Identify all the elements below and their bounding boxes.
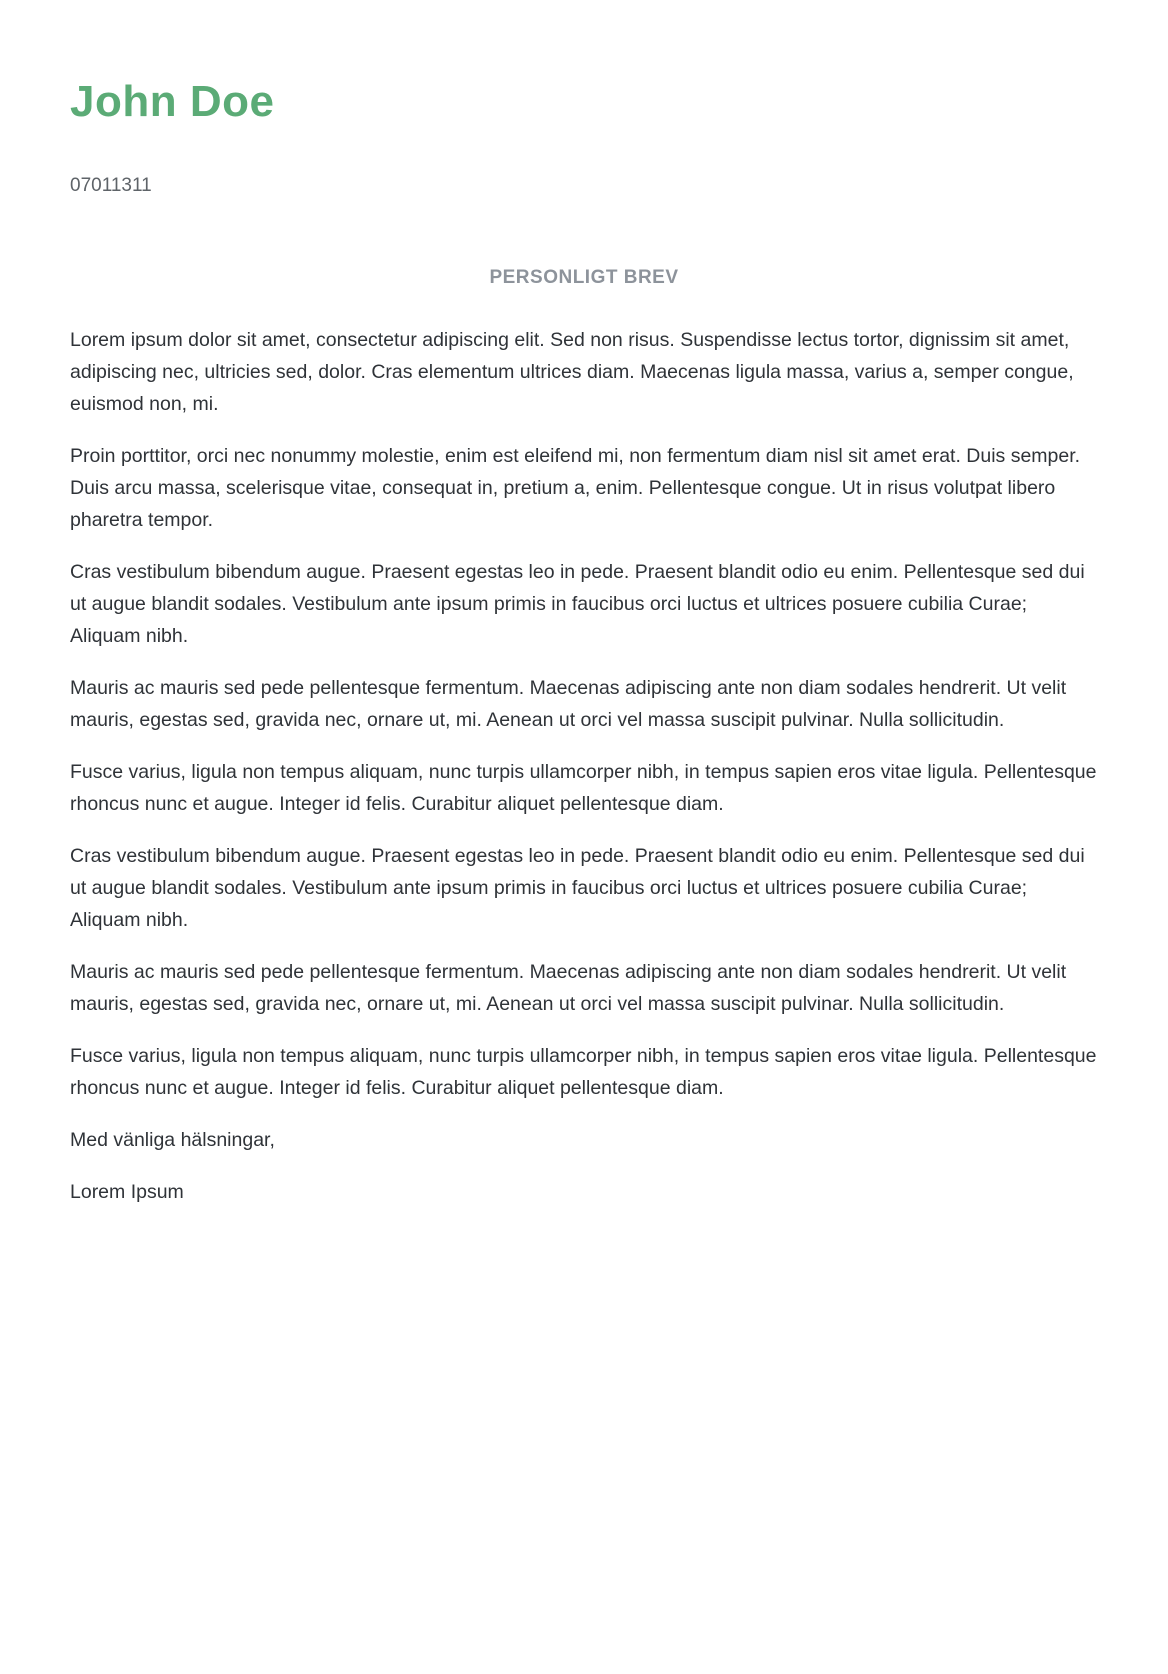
letter-paragraph: Cras vestibulum bibendum augue. Praesent egestas leo in pede. Praesent blandit odio eu enim. Pellentesque sed dui ut augue blandit sodales. Vestibulum ante ipsum primis in faucibus orci luctus et ultrices posuere cubilia Curae; Aliquam nibh.	[70, 845, 1085, 931]
letter-body	[70, 324, 1098, 1208]
letter-paragraph: Lorem ipsum dolor sit amet, consectetur adipiscing elit. Sed non risus. Suspendisse lectus tortor, dignissim sit amet, adipiscing nec, ultricies sed, dolor. Cras elementum ultrices diam. Maecenas ligula massa, varius a, semper congue, euismod non, mi.	[70, 329, 1074, 415]
letter-paragraph: Proin porttitor, orci nec nonummy molestie, enim est eleifend mi, non fermentum diam nisl sit amet erat. Duis semper. Duis arcu massa, scelerisque vitae, consequat in, pretium a, enim. Pellentesque congue. Ut in risus volutpat libero pharetra tempor.	[70, 445, 1081, 531]
letter-paragraph: Fusce varius, ligula non tempus aliquam, nunc turpis ullamcorper nibh, in tempus sapien eros vitae ligula. Pellentesque rhoncus nunc et augue. Integer id felis. Curabitur aliquet pellentesque diam.	[70, 1045, 1097, 1099]
letter-title: PERSONLIGT BREV	[489, 267, 679, 288]
letter-paragraph: Mauris ac mauris sed pede pellentesque fermentum. Maecenas adipiscing ante non diam sodales hendrerit. Ut velit mauris, egestas sed, gravida nec, ornare ut, mi. Aenean ut orci vel massa suscipit pulvinar. Nulla sollicitudin.	[70, 961, 1067, 1015]
sender-phone: 07011311	[70, 175, 152, 196]
sender-name: John Doe	[70, 77, 275, 126]
letter-paragraph: Fusce varius, ligula non tempus aliquam, nunc turpis ullamcorper nibh, in tempus sapien eros vitae ligula. Pellentesque rhoncus nunc et augue. Integer id felis. Curabitur aliquet pellentesque diam.	[70, 761, 1097, 815]
letter-closing: Med vänliga hälsningar,	[70, 1129, 275, 1151]
letter-paragraph: Cras vestibulum bibendum augue. Praesent egestas leo in pede. Praesent blandit odio eu enim. Pellentesque sed dui ut augue blandit sodales. Vestibulum ante ipsum primis in faucibus orci luctus et ultrices posuere cubilia Curae; Aliquam nibh.	[70, 561, 1085, 647]
letter-signature: Lorem Ipsum	[70, 1181, 184, 1203]
letter-paragraph: Mauris ac mauris sed pede pellentesque fermentum. Maecenas adipiscing ante non diam sodales hendrerit. Ut velit mauris, egestas sed, gravida nec, ornare ut, mi. Aenean ut orci vel massa suscipit pulvinar. Nulla sollicitudin.	[70, 677, 1067, 731]
